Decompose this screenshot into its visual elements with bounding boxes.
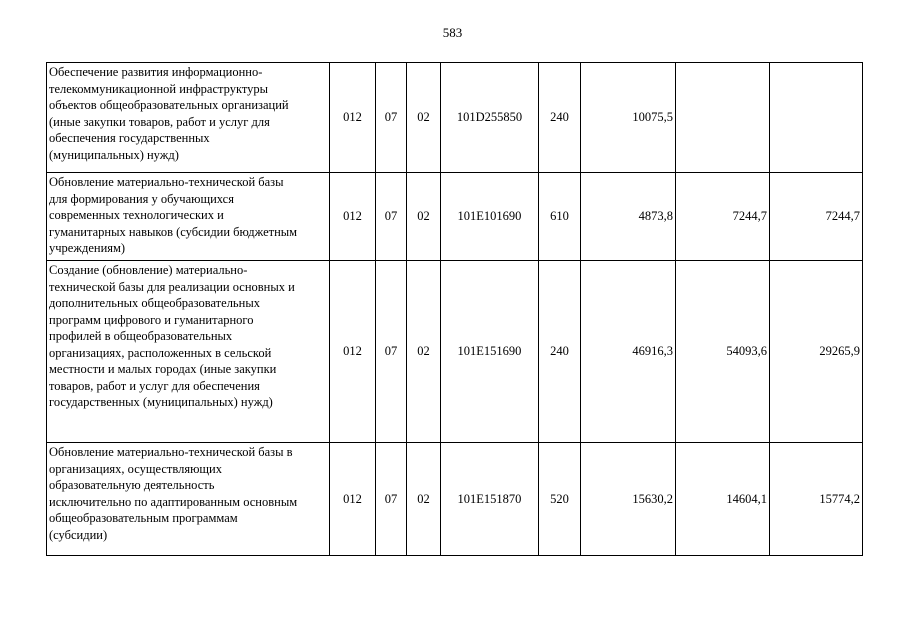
ministry-code: 012: [330, 443, 376, 556]
expense-type-code: 240: [539, 261, 581, 443]
ministry-code: 012: [330, 173, 376, 261]
amount-year-1: 10075,5: [581, 63, 676, 173]
page-number: 583: [442, 25, 463, 40]
amount-year-2: 54093,6: [676, 261, 770, 443]
target-article-code: 101E151870: [441, 443, 539, 556]
section-code: 07: [376, 173, 407, 261]
ministry-code: 012: [330, 261, 376, 443]
table-row: [47, 173, 863, 261]
amount-year-3: 29265,9: [770, 261, 863, 443]
table-row: [47, 443, 863, 556]
amount-year-2: [676, 63, 770, 173]
subsection-code: 02: [407, 63, 441, 173]
expense-type-code: 520: [539, 443, 581, 556]
row-description: Обновление материально-технической базы в организациях, осуществляющих образовательную деятельность исключительно по адаптированным основным общеобразовательным программам (субсидии): [47, 443, 330, 556]
amount-year-3: 7244,7: [770, 173, 863, 261]
amount-year-2: 14604,1: [676, 443, 770, 556]
target-article-code: 101E151690: [441, 261, 539, 443]
subsection-code: 02: [407, 173, 441, 261]
expense-type-code: 240: [539, 63, 581, 173]
expense-type-code: 610: [539, 173, 581, 261]
row-description: Обеспечение развития информационно- телекоммуникационной инфраструктуры объектов общеобразовательных организаций (иные закупки товаров, работ и услуг для обеспечения государственных (муниципальных) нужд): [47, 63, 330, 173]
row-description: Обновление материально-технической базы для формирования у обучающихся современных технологических и гуманитарных навыков (субсидии бюджетным учреждениям): [47, 173, 330, 261]
target-article-code: 101E101690: [441, 173, 539, 261]
amount-year-1: 46916,3: [581, 261, 676, 443]
subsection-code: 02: [407, 261, 441, 443]
section-code: 07: [376, 261, 407, 443]
table-row: [47, 261, 863, 443]
section-code: 07: [376, 63, 407, 173]
amount-year-3: [770, 63, 863, 173]
ministry-code: 012: [330, 63, 376, 173]
amount-year-1: 15630,2: [581, 443, 676, 556]
amount-year-1: 4873,8: [581, 173, 676, 261]
amount-year-2: 7244,7: [676, 173, 770, 261]
target-article-code: 101D255850: [441, 63, 539, 173]
row-description: Создание (обновление) материально- технической базы для реализации основных и дополнительных общеобразовательных программ цифрового и гуманитарного профилей в общеобразовательных организациях, расположенных в сельской местности и малых городах (иные закупки товаров, работ и услуг для обеспечения государственных (муниципальных) нужд): [47, 261, 330, 443]
subsection-code: 02: [407, 443, 441, 556]
amount-year-3: 15774,2: [770, 443, 863, 556]
budget-table: [46, 62, 863, 556]
table-row: [47, 63, 863, 173]
section-code: 07: [376, 443, 407, 556]
